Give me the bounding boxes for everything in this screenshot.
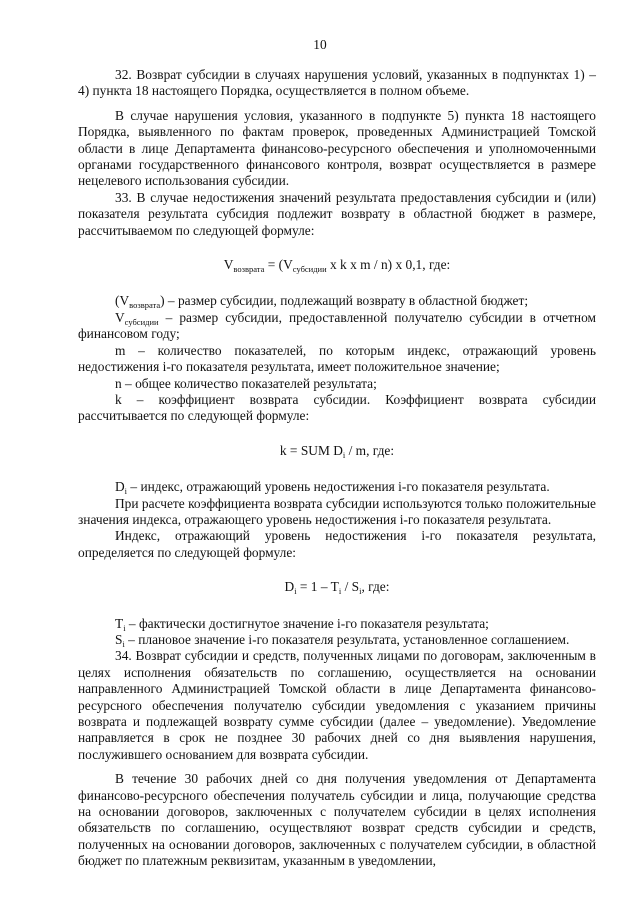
page-number: 10 (313, 37, 327, 52)
calculation-note: При расчете коэффициента возврата субсидии используются только положительные значения индекса, отражающего уровень недостижения i-го показателя результата. (78, 495, 596, 527)
formula-index-di: $D_i = 1 - T_i / S_i$, где: (284, 579, 390, 597)
definition-di: $D_i$ – индекс, отражающий уровень недостижения i-го показателя результата. (115, 479, 550, 497)
definition-ti: $T_i$ – фактически достигнутое значение i-го показателя результата; (115, 615, 489, 633)
paragraph-34: 34. Возврат субсидии и средств, полученных лицами по договорам, заключенным в целях исполнения обязательств по соглашению, осуществляется на основании направленного Администрацией Томской области в лице Департамента финансово-ресурсного обеспечения получателю субсидии уведомления с указанием причины возврата и подлежащей возврату сумме субсидии (далее – уведомление). Уведомление направляется в срок не позднее 30 рабочих дней со дня выявления нарушения, послужившего основанием для возврата субсидии. (78, 648, 596, 762)
definition-v-subsidy: $V_{субсидии}$ – размер субсидии, предоставленной получателю субсидии в отчетном финансовом году; (78, 309, 596, 342)
formula-return-amount: $V_{возврата} = (V_{субсидии}$ x k x m / n) x 0,1, где: (223, 257, 451, 275)
definition-k: k – коэффициент возврата субсидии. Коэффициент возврата субсидии рассчитывается по следующей формуле: (78, 391, 596, 424)
index-intro: Индекс, отражающий уровень недостижения i-го показателя результата, определяется по следующей формуле: (78, 528, 596, 560)
definition-n: n – общее количество показателей результата; (115, 375, 377, 391)
paragraph-33: 33. В случае недостижения значений результата предоставления субсидии и (или) показателя результата субсидия подлежит возврату в областной бюджет в размере, рассчитываемом по следующей формуле: (78, 189, 596, 238)
paragraph-32: 32. Возврат субсидии в случаях нарушения условий, указанных в подпунктах 1) – 4) пункта 18 настоящего Порядка, осуществляется в полном объеме. (78, 67, 596, 99)
definition-v-return: $(V_{возврата})$ – размер субсидии, подлежащий возврату в областной бюджет; (115, 293, 529, 311)
paragraph-32-violation: В случае нарушения условия, указанного в подпункте 5) пункта 18 настоящего Порядка, выявленного по фактам проверок, проведенных Администрацией Томской области в лице Департамента финансово-ресурсного обеспечения и уполномоченными органами государственного финансового контроля, возврат осуществляется в размере нецелевого использования субсидии. (78, 107, 596, 189)
document-body (78, 67, 596, 870)
definition-si: $S_i$ – плановое значение i-го показателя результата, установленное соглашением. (115, 631, 570, 649)
paragraph-34-continuation: В течение 30 рабочих дней со дня получения уведомления от Департамента финансово-ресурсного обеспечения получатель субсидии и лица, получающие средства на основании договоров, заключенных с получателем субсидии в целях исполнения обязательств по соглашению, осуществляют возврат средств субсидии и средств, полученных на основании договоров, заключенных с получателем субсидии, в областной бюджет по платежным реквизитам, указанным в уведомлении, (78, 771, 596, 869)
formula-coefficient-k: k = SUM $D_i$ / m, где: (279, 442, 395, 460)
definition-m: m – количество показателей, по которым индекс, отражающий уровень недостижения i-го показателя результата, имеет положительное значение; (78, 342, 596, 375)
